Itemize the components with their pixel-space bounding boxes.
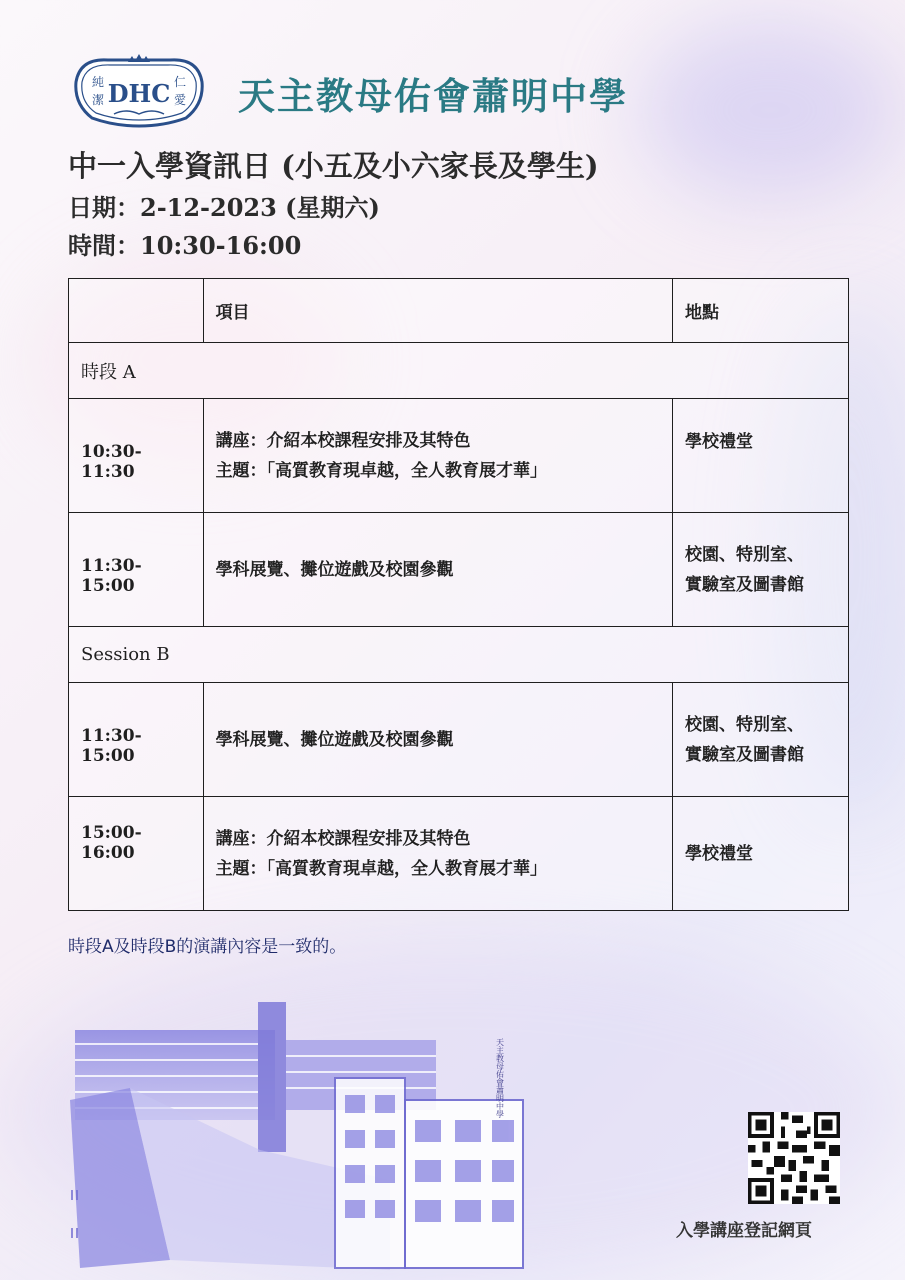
row-time: 15:00-16:00 — [69, 797, 204, 911]
svg-text:潔: 潔 — [91, 93, 105, 107]
school-crest-icon — [68, 52, 210, 128]
header — [68, 52, 868, 132]
section-label: 時段 A — [69, 343, 849, 399]
venue-line: 實驗室及圖書館 — [685, 744, 804, 765]
item-line: 講座：介紹本校課程安排及其特色 — [215, 430, 471, 451]
item-line: 學科展覽、攤位遊戲及校園參觀 — [215, 729, 454, 750]
table-row — [69, 797, 849, 911]
crest-monogram: DHC — [107, 79, 171, 108]
event-time: 時間：10:30-16:00 — [68, 231, 302, 260]
row-venue — [673, 513, 849, 627]
qr-label: 入學講座登記網頁 — [676, 1221, 812, 1241]
venue-line: 實驗室及圖書館 — [685, 574, 804, 595]
qr-code-icon[interactable] — [748, 1112, 840, 1204]
table-header-row — [69, 279, 849, 343]
venue-line: 學校禮堂 — [685, 432, 753, 452]
row-item — [203, 513, 672, 627]
row-venue — [673, 683, 849, 797]
header-item: 項目 — [203, 279, 672, 343]
school-building-illustration — [60, 1000, 530, 1272]
venue-line: 校園、特別室、 — [685, 714, 804, 735]
building-sign: 天主教母佑會蕭明中學 — [495, 1038, 505, 1118]
row-item — [203, 797, 672, 911]
item-line: 講座：介紹本校課程安排及其特色 — [215, 828, 471, 849]
event-date: 日期：2-12-2023 (星期六) — [68, 193, 380, 222]
row-time: 11:30-15:00 — [69, 513, 204, 627]
event-title: 中一入學資訊日 (小五及小六家長及學生) — [68, 149, 599, 183]
svg-text:仁: 仁 — [173, 75, 187, 89]
venue-line: 學校禮堂 — [685, 843, 753, 864]
row-item — [203, 683, 672, 797]
table-row — [69, 399, 849, 513]
school-name: 天主教母佑會蕭明中學 — [238, 74, 628, 118]
table-row — [69, 513, 849, 627]
section-label: Session B — [69, 627, 849, 683]
item-line: 主題：「高質教育現卓越，全人教育展才華」 — [215, 460, 548, 481]
header-time — [69, 279, 204, 343]
note-text: 時段A及時段B的演講內容是一致的。 — [68, 937, 347, 957]
row-item — [203, 399, 672, 513]
header-venue: 地點 — [673, 279, 849, 343]
venue-line: 校園、特別室、 — [685, 544, 804, 565]
row-venue — [673, 399, 849, 513]
section-row-b — [69, 627, 849, 683]
row-time: 10:30-11:30 — [69, 399, 204, 513]
row-venue — [673, 797, 849, 911]
item-line: 主題：「高質教育現卓越，全人教育展才華」 — [215, 858, 548, 879]
item-line: 學科展覽、攤位遊戲及校園參觀 — [215, 559, 454, 580]
svg-text:愛: 愛 — [173, 93, 187, 107]
row-time: 11:30-15:00 — [69, 683, 204, 797]
schedule-table — [68, 278, 849, 911]
svg-text:純: 純 — [91, 75, 105, 89]
section-row-a — [69, 343, 849, 399]
table-row — [69, 683, 849, 797]
